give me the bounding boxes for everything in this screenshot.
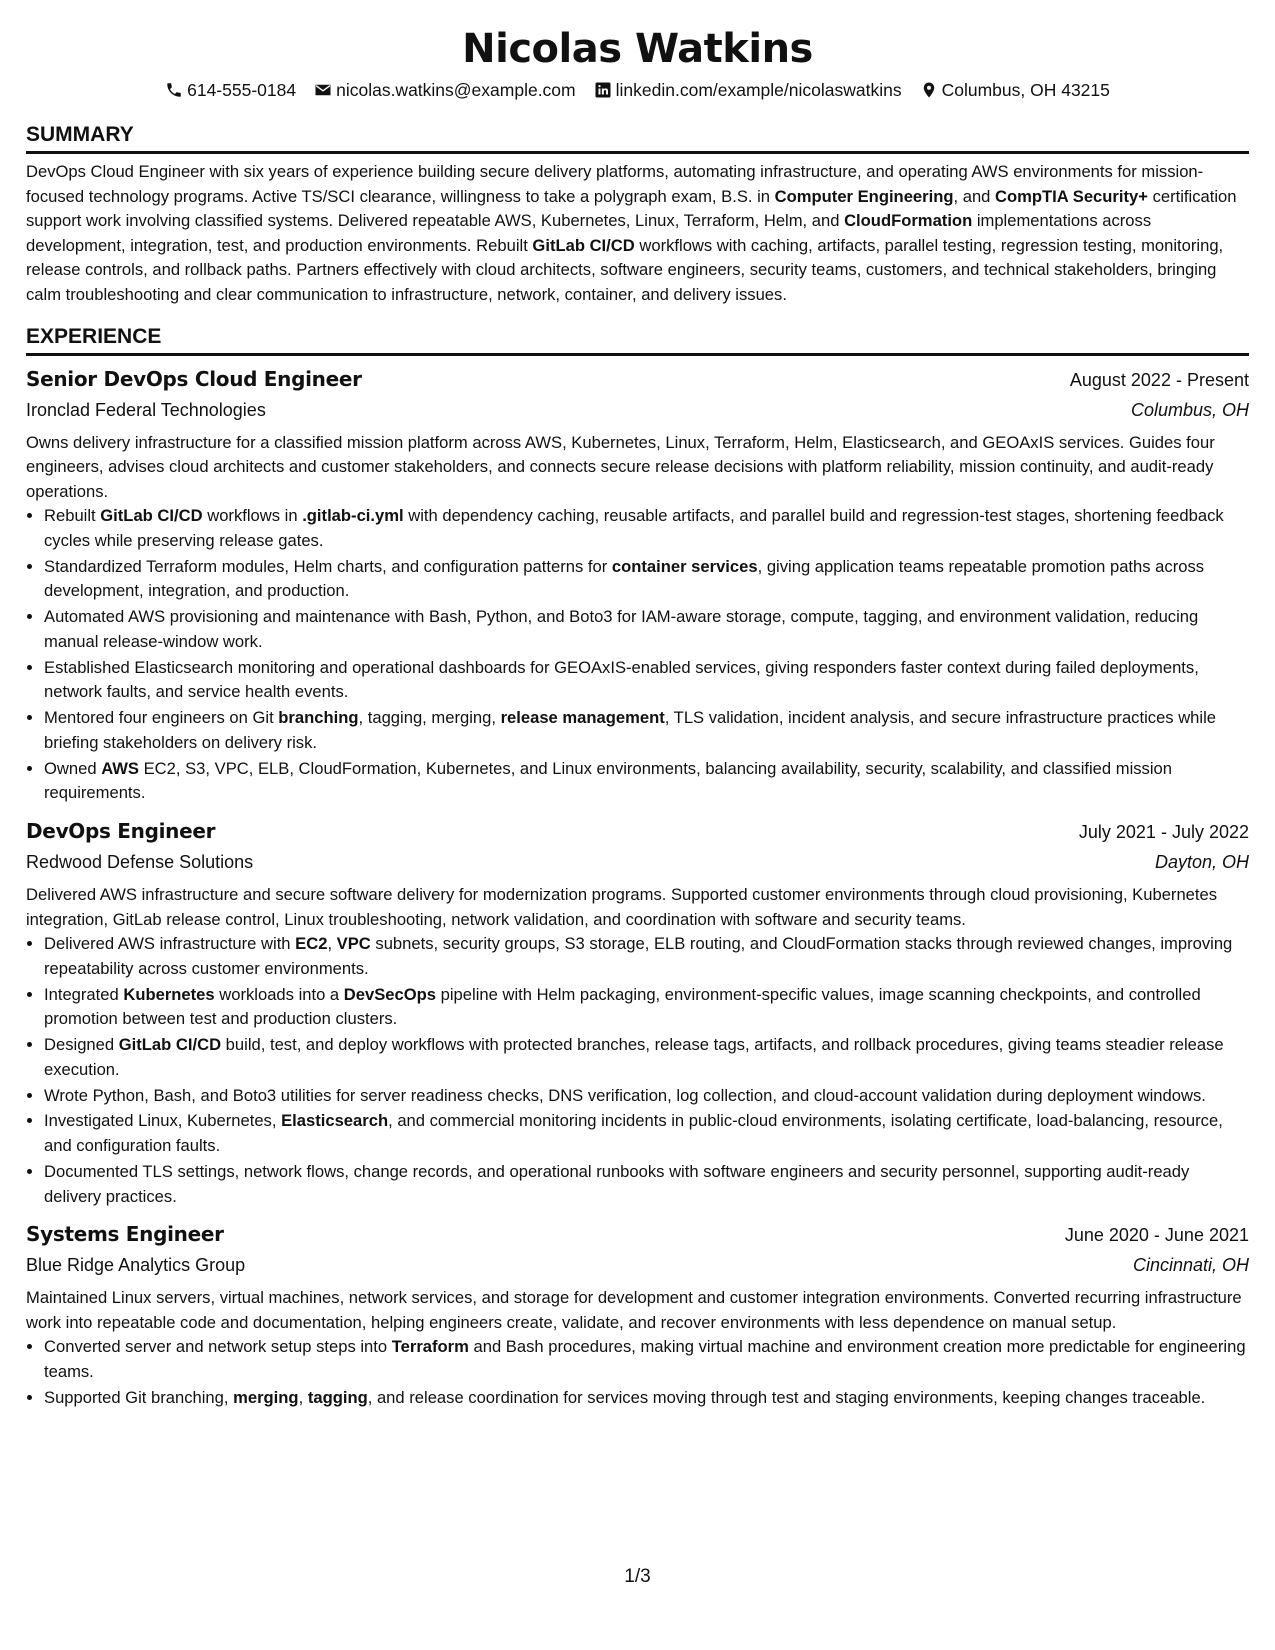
experience-heading: EXPERIENCE [26,324,1249,356]
job-dates: August 2022 - Present [1069,369,1249,390]
bold-text: Computer Engineering [774,186,954,206]
bold-text: GitLab CI/CD [100,506,203,526]
job-company: Blue Ridge Analytics Group [26,1255,246,1276]
envelope-icon [314,81,332,99]
job-entry [26,364,1249,806]
bold-text: GitLab CI/CD [118,1035,222,1055]
bullet-item: • Owned AWS EC2, S3, VPC, ELB, CloudFormation, Kubernetes, and Linux environments, balancing availability, security, scalability, and classified mission requirements. [44,757,1249,806]
bold-text: .gitlab-ci.yml [302,506,404,526]
linkedin-text: linkedin.com/example/nicolaswatkins [615,80,902,100]
phone-text: 614-555-0184 [187,80,297,100]
job-entry [26,1219,1249,1410]
page-number: 1/3 [624,1566,651,1587]
bullet-item: • Mentored four engineers on Git branching, tagging, merging, release management, TLS validation, incident analysis, and secure infrastructure practices while briefing stakeholders on delivery risk. [44,706,1249,755]
contact-email[interactable] [314,78,576,102]
bullet-item: • Automated AWS provisioning and maintenance with Bash, Python, and Boto3 for IAM-aware storage, compute, tagging, and environment validation, reducing manual release-window work. [44,605,1249,654]
bold-text: container services [611,556,758,576]
bold-text: merging [233,1387,299,1407]
bold-text: CompTIA Security+ [995,186,1148,206]
contact-linkedin[interactable] [594,78,902,102]
bold-text: Elasticsearch [281,1111,389,1131]
job-description: Owns delivery infrastructure for a classified mission platform across AWS, Kubernetes, Linux, Terraform, Helm, Elasticsearch, and GEOAxIS services. Guides four engineers, advises cloud architects and customer stakeholders, and connects secure release decisions with platform reliability, mission continuity, and audit-ready operations. [26,432,1215,501]
bullet-item: • Integrated Kubernetes workloads into a DevSecOps pipeline with Helm packaging, environment-specific values, image scanning checkpoints, and controlled promotion between test and production clusters. [44,983,1249,1032]
bullet-item: • Documented TLS settings, network flows, change records, and operational runbooks with software engineers and security personnel, supporting audit-ready delivery practices. [44,1160,1249,1209]
phone-icon [165,81,183,99]
job-title: DevOps Engineer [26,818,216,843]
bullet-item: • Rebuilt GitLab CI/CD workflows in .gitlab-ci.yml with dependency caching, reusable artifacts, and parallel build and regression-test stages, shortening feedback cycles while preserving release gates. [44,504,1249,553]
job-dates: July 2021 - July 2022 [1078,821,1249,842]
bold-text: branching [278,708,359,728]
job-location: Cincinnati, OH [1132,1255,1249,1276]
bullet-item: • Investigated Linux, Kubernetes, Elasticsearch, and commercial monitoring incidents in public-cloud environments, isolating certificate, load-balancing, resource, and configuration faults. [44,1109,1249,1158]
linkedin-icon [594,81,612,99]
job-company: Ironclad Federal Technologies [26,399,266,420]
candidate-name: Nicolas Watkins [462,26,813,72]
job-title: Senior DevOps Cloud Engineer [26,366,362,391]
summary-heading: SUMMARY [26,122,1249,154]
job-location: Columbus, OH [1130,399,1249,420]
contact-location [920,78,1110,102]
contact-bar [26,78,1249,102]
bullet-item: • Wrote Python, Bash, and Boto3 utilities for server readiness checks, DNS verification, log collection, and cloud-account validation during deployment windows. [44,1084,1249,1109]
location-text: Columbus, OH 43215 [941,80,1110,100]
job-company: Redwood Defense Solutions [26,851,254,872]
bold-text: Terraform [391,1337,469,1357]
job-description: Delivered AWS infrastructure and secure software delivery for modernization programs. Supported customer environments through cloud provisioning, Kubernetes integration, GitLab release control, Linux troubleshooting, network validation, and coordination with software and security teams. [26,884,1218,929]
job-title: Systems Engineer [26,1222,224,1247]
resume-page [26,0,1249,1650]
job-list [26,364,1249,1411]
map-pin-icon [920,81,938,99]
bold-text: EC2 [295,934,328,954]
bullet-item: • Delivered AWS infrastructure with EC2, VPC subnets, security groups, S3 storage, ELB routing, and CloudFormation stacks through reviewed changes, improving repeatability across customer environments. [44,932,1249,981]
bullet-item: • Standardized Terraform modules, Helm charts, and configuration patterns for container services, giving application teams repeatable promotion paths across development, integration, and production. [44,555,1249,604]
job-bullets [26,1335,1249,1410]
email-text: nicolas.watkins@example.com [336,80,576,100]
bullet-item: • Supported Git branching, merging, tagging, and release coordination for services moving through test and staging environments, keeping changes traceable. [44,1386,1249,1411]
summary-text: DevOps Cloud Engineer with six years of experience building secure delivery platforms, automating infrastructure, and operating AWS environments for mission-focused technology programs. Active TS/SCI clearance, willingness to take a polygraph exam, B.S. in Computer Engineering, and CompTIA Security+ certification support work involving classified systems. Delivered repeatable AWS, Kubernetes, Linux, Terraform, Helm, and CloudFormation implementations across development, integration, test, and production environments. Rebuilt GitLab CI/CD workflows with caching, artifacts, parallel testing, regression testing, monitoring, release controls, and rollback paths. Partners effectively with cloud architects, software engineers, security teams, customers, and technical stakeholders, bringing calm troubleshooting and clear communication to infrastructure, network, container, and delivery issues. [26,162,1237,304]
bullet-item: • Converted server and network setup steps into Terraform and Bash procedures, making virtual machine and environment creation more predictable for engineering teams. [44,1335,1249,1384]
bold-text: AWS [101,758,139,778]
bold-text: tagging [307,1387,368,1407]
job-bullets [26,932,1249,1209]
job-entry [26,816,1249,1209]
job-dates: June 2020 - June 2021 [1064,1225,1249,1246]
job-bullets [26,504,1249,806]
bold-text: VPC [336,934,371,954]
bullet-item: • Established Elasticsearch monitoring and operational dashboards for GEOAxIS-enabled services, giving responders faster context during failed deployments, network faults, and service health events. [44,656,1249,705]
bold-text: CloudFormation [844,211,973,231]
bold-text: release management [500,708,665,728]
bullet-item: • Designed GitLab CI/CD build, test, and deploy workflows with protected branches, release tags, artifacts, and rollback procedures, giving teams steadier release execution. [44,1033,1249,1082]
contact-phone[interactable] [165,78,296,102]
job-location: Dayton, OH [1154,851,1249,872]
bold-text: Kubernetes [123,984,215,1004]
job-description: Maintained Linux servers, virtual machines, network services, and storage for development and customer integration environments. Converted recurring infrastructure work into repeatable code and documentation, helping engineers create, validate, and recover environments with less dependence on manual setup. [26,1288,1242,1332]
bold-text: GitLab CI/CD [532,235,635,255]
bold-text: DevSecOps [343,984,437,1004]
